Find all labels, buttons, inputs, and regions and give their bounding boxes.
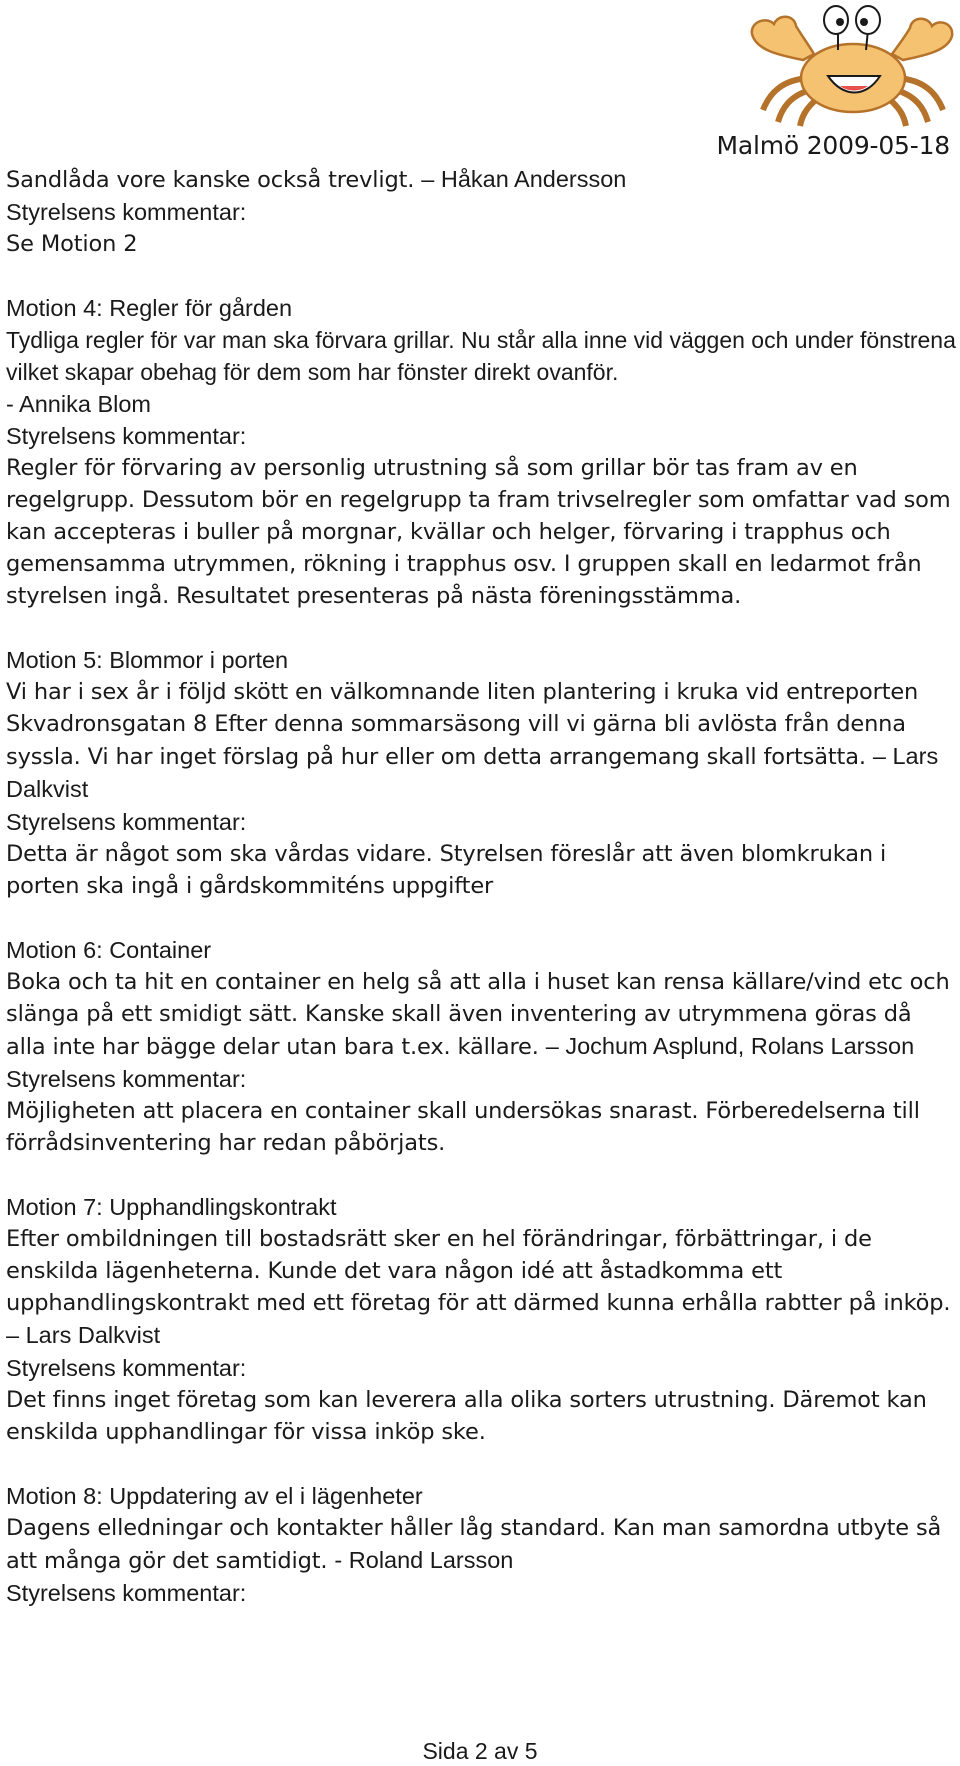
motion-7-comment: Det finns inget företag som kan leverera alla olika sorters utrustning. Däremot kan enskilda upphandlingar för vissa inköp ske. (6, 1387, 927, 1445)
document-date: Malmö 2009-05-18 (716, 131, 950, 160)
intro-comment: Se Motion 2 (6, 231, 138, 257)
motion-5-paragraph (6, 676, 956, 806)
motion-5-title: Motion 5: Blommor i porten (6, 647, 289, 673)
comment-label: Styrelsens kommentar: (6, 1580, 247, 1606)
comment-label: Styrelsens kommentar: (6, 1355, 247, 1381)
comment-label: Styrelsens kommentar: (6, 809, 247, 835)
motion-4-text: Tydliga regler för var man ska förvara grillar. Nu står alla inne vid väggen och under fönstrena vilket skapar obehag för dem som har fönster direkt ovanför. (6, 327, 956, 385)
document-body (6, 163, 956, 1609)
comment-label: Styrelsens kommentar: (6, 1066, 247, 1092)
comment-label: Styrelsens kommentar: (6, 199, 247, 225)
motion-6-title: Motion 6: Container (6, 937, 212, 963)
motion-7-title: Motion 7: Upphandlingskontrakt (6, 1194, 337, 1220)
crab-logo-icon (748, 0, 958, 128)
motion-5-author: – Lars Dalkvist (6, 743, 939, 802)
motion-7-author: – Lars Dalkvist (6, 1322, 161, 1348)
motion-8-author: - Roland Larsson (334, 1547, 514, 1573)
motion-6-text: Boka och ta hit en container en helg så att alla i huset kan rensa källare/vind etc och slänga på ett smidigt sätt. Kanske skall även inventering av utrymmena göras då alla inte har bägge delar utan bara t.ex. källare. (6, 969, 950, 1060)
comment-label: Styrelsens kommentar: (6, 423, 247, 449)
motion-4-comment: Regler för förvaring av personlig utrustning så som grillar bör tas fram av en regelgrupp. Dessutom bör en regelgrupp ta fram trivselregler som omfattar vad som kan accepteras i buller på morgnar, kvällar och helger, förvaring i trapphus och gemensamma utrymmen, rökning i trapphus osv. I gruppen skall en ledarmot från styrelsen ingå. Resultatet presenteras på nästa föreningsstämma. (6, 455, 951, 609)
motion-8-title: Motion 8: Uppdatering av el i lägenheter (6, 1483, 423, 1509)
motion-4-title: Motion 4: Regler för gården (6, 295, 293, 321)
intro-paragraph (6, 163, 956, 196)
motion-6-comment: Möjligheten att placera en container skall undersökas snarast. Förberedelserna till förrådsinventering har redan påbörjats. (6, 1098, 920, 1156)
motion-6-paragraph (6, 966, 956, 1063)
motion-8-text: Dagens elledningar och kontakter håller låg standard. Kan man samordna utbyte så att många gör det samtidigt. (6, 1515, 942, 1574)
motion-6-author: – Jochum Asplund, Rolans Larsson (545, 1033, 915, 1059)
motion-7-paragraph (6, 1223, 956, 1352)
motion-8-paragraph (6, 1512, 956, 1577)
motion-7-text: Efter ombildningen till bostadsrätt sker en hel förändringar, förbättringar, i de enskilda lägenheterna. Kunde det vara någon idé att åstadkomma ett upphandlingskontrakt med ett företag för att därmed kunna erhålla rabtter på inköp. (6, 1226, 951, 1316)
motion-5-text: Vi har i sex år i följd skött en välkomnande liten plantering i kruka vid entreporten Skvadronsgatan 8 Efter denna sommarsäsong vill vi gärna bli avlösta från denna syssla. Vi har inget förslag på hur eller om detta arrangemang skall fortsätta. (6, 679, 919, 770)
intro-author: – Håkan Andersson (421, 166, 627, 192)
motion-5-comment: Detta är något som ska vårdas vidare. Styrelsen föreslår att även blomkrukan i porten ska ingå i gårdskommiténs uppgifter (6, 841, 887, 899)
intro-text: Sandlåda vore kanske också trevligt. (6, 167, 422, 193)
page-number: Sida 2 av 5 (422, 1738, 538, 1764)
motion-4-author: - Annika Blom (6, 391, 151, 417)
